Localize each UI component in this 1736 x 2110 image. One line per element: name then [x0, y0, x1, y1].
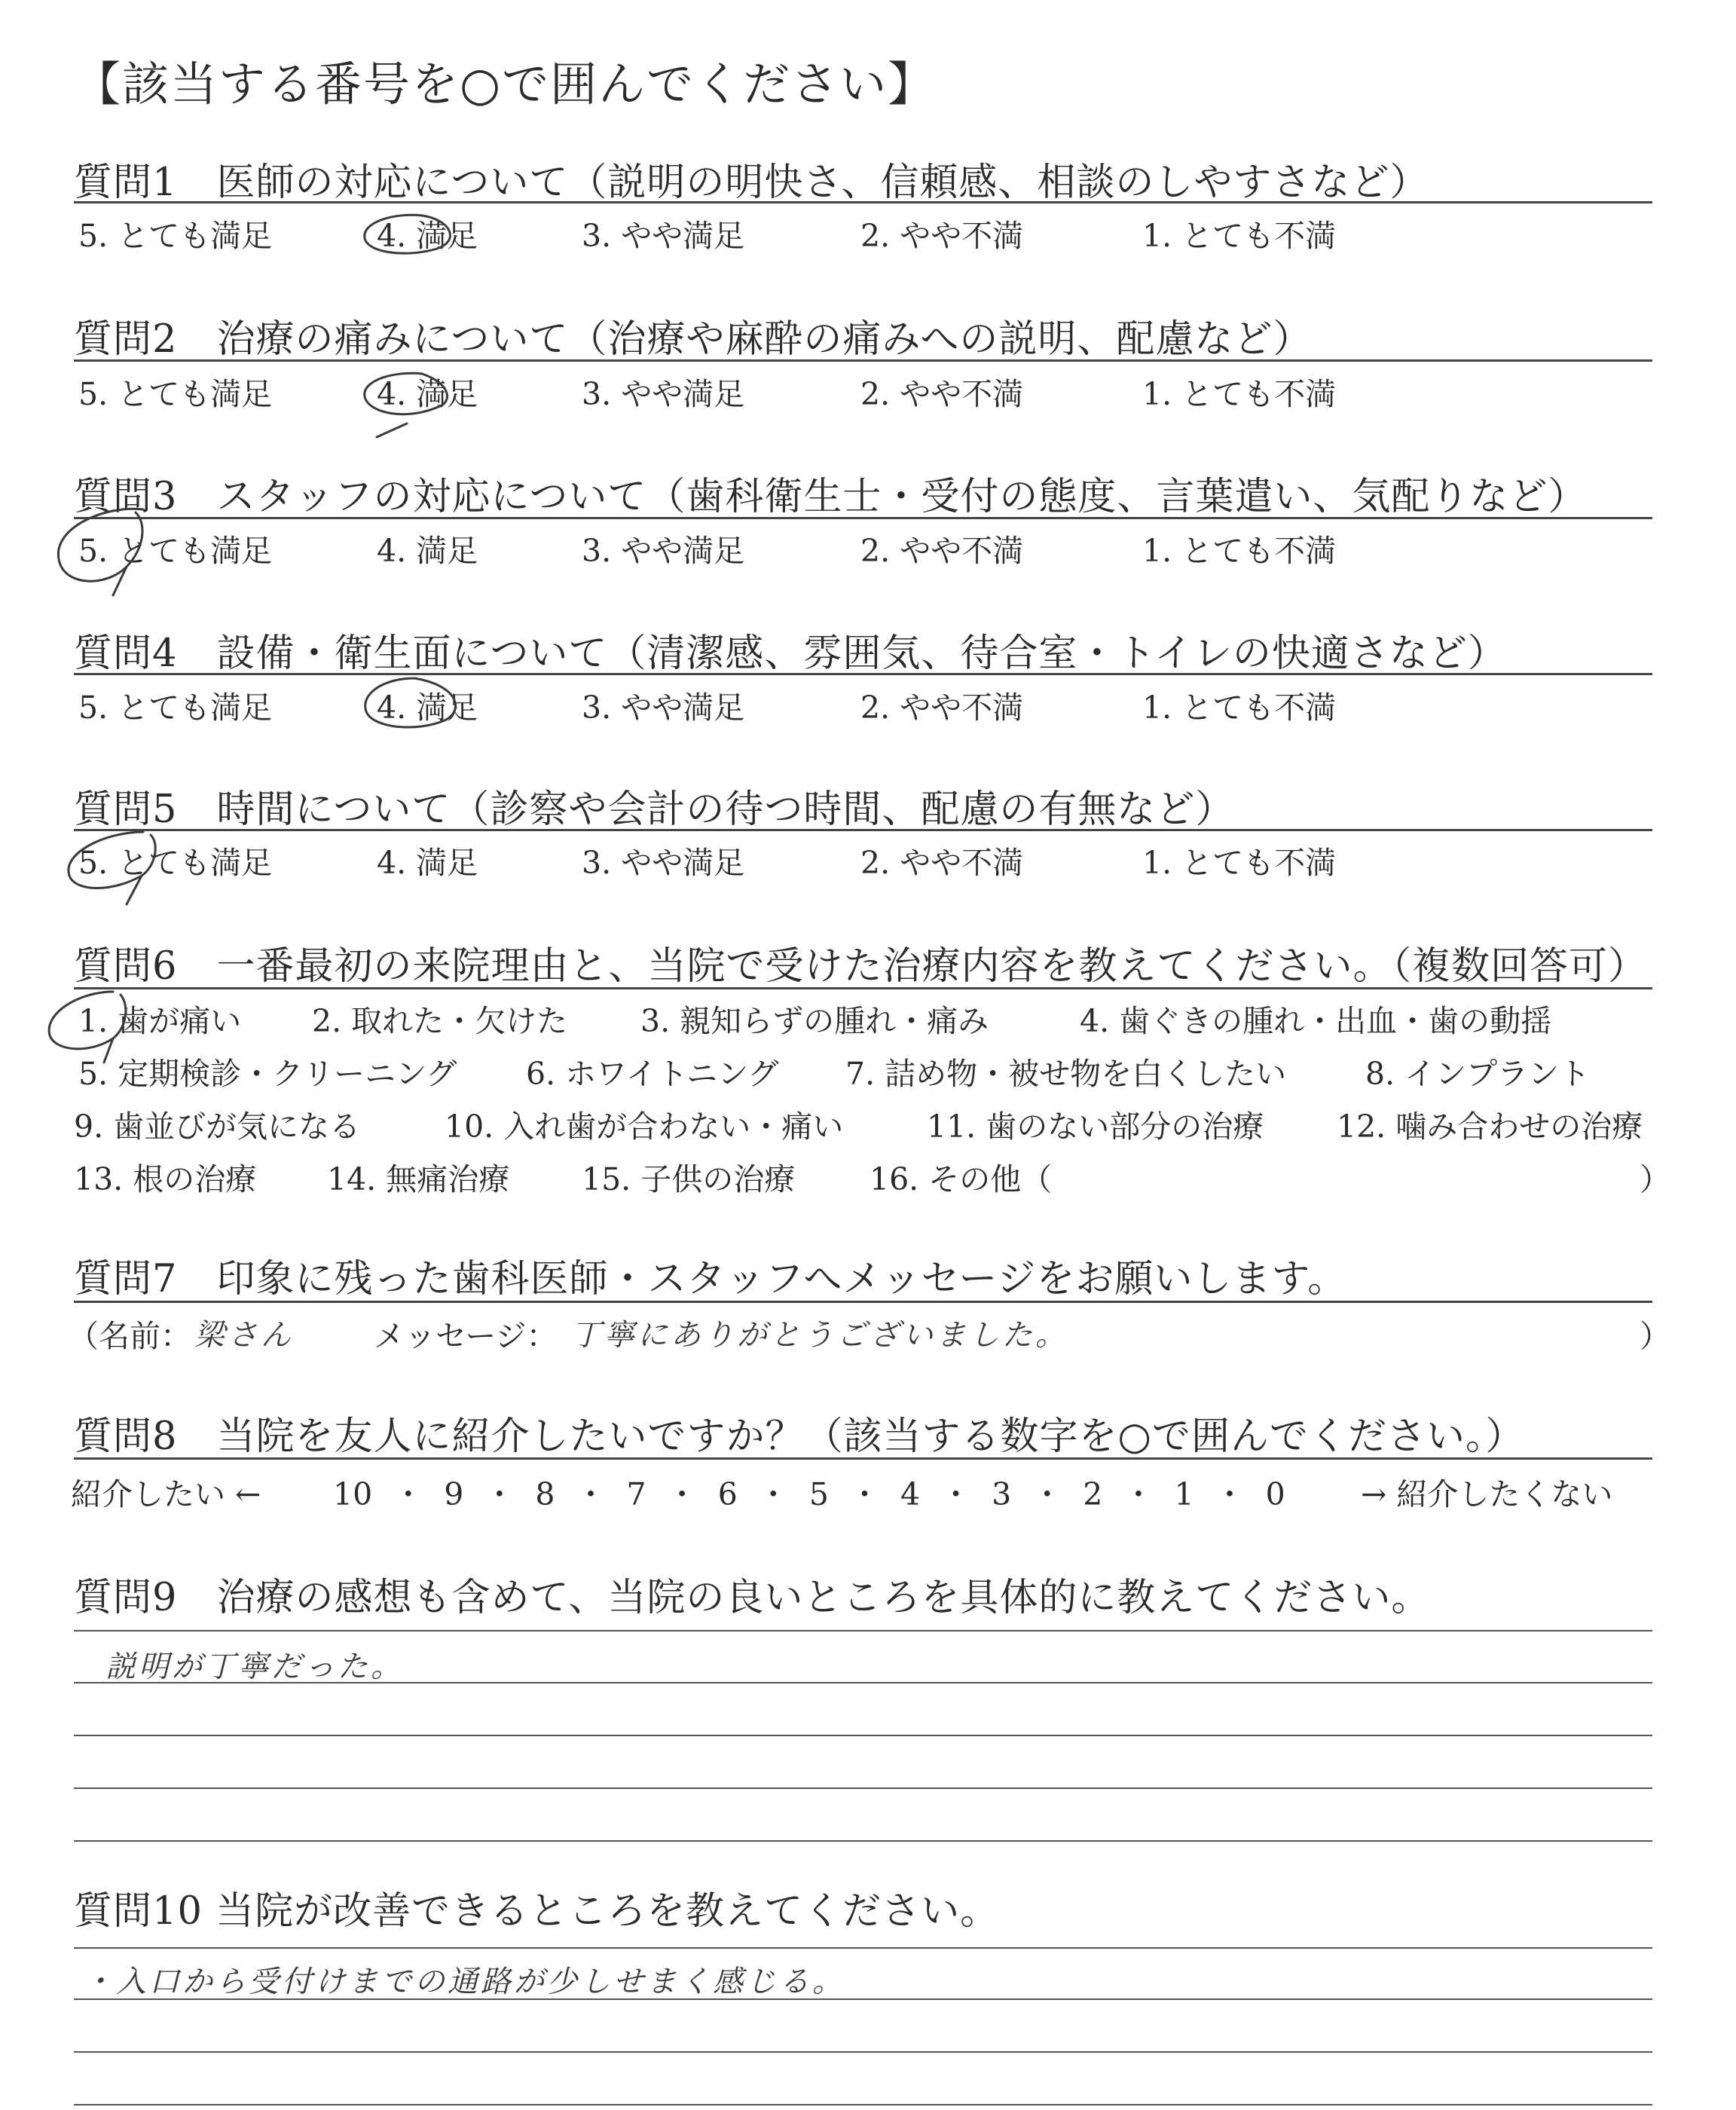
q4-option-2[interactable]: 2. やや不満 — [860, 690, 1024, 726]
question-9-label: 質問9 治療の感想も含めて、当院の良いところを具体的に教えてください。 — [74, 1576, 1431, 1620]
q5-option-5[interactable]: 5. とても満足 — [78, 845, 273, 881]
q6-option-5[interactable]: 5. 定期検診・クリーニング — [78, 1056, 457, 1092]
q6-other-close-paren: ） — [1640, 1161, 1670, 1197]
q6-option-8[interactable]: 8. インプラント — [1365, 1056, 1591, 1092]
q10-answer-line-4 — [74, 2104, 1652, 2105]
q6-option-12[interactable]: 12. 噛み合わせの治療 — [1337, 1109, 1643, 1145]
q3-option-2[interactable]: 2. やや不満 — [860, 533, 1024, 569]
q5-option-4[interactable]: 4. 満足 — [377, 845, 478, 881]
question-7-label: 質問7 印象に残った歯科医師・スタッフへメッセージをお願いします。 — [74, 1257, 1347, 1301]
question-1-label: 質問1 医師の対応について（説明の明快さ、信頼感、相談のしやすさなど） — [74, 161, 1429, 205]
q3-option-5[interactable]: 5. とても満足 — [78, 533, 273, 569]
q3-option-1[interactable]: 1. とても不満 — [1142, 533, 1337, 569]
q9-answer-line-4 — [74, 1787, 1652, 1789]
q2-option-4[interactable]: 4. 満足 — [377, 376, 478, 412]
q7-message-value[interactable]: 丁寧にありがとうございました。 — [571, 1318, 1068, 1353]
q2-option-3[interactable]: 3. やや満足 — [582, 376, 745, 412]
question-5-label: 質問5 時間について（診察や会計の待つ時間、配慮の有無など） — [74, 787, 1235, 832]
question-8-label: 質問8 当院を友人に紹介したいですか？（該当する数字を○で囲んでください。） — [74, 1414, 1525, 1459]
q6-option-9[interactable]: 9. 歯並びが気になる — [74, 1109, 361, 1145]
q10-answer-line-2 — [74, 1998, 1652, 2000]
question-7-rule — [74, 1301, 1652, 1303]
q6-option-2[interactable]: 2. 取れた・欠けた — [312, 1003, 568, 1039]
q1-option-3[interactable]: 3. やや満足 — [582, 218, 745, 254]
q5-option-1[interactable]: 1. とても不満 — [1142, 845, 1337, 881]
q1-option-4[interactable]: 4. 満足 — [377, 218, 478, 254]
q6-option-14[interactable]: 14. 無痛治療 — [327, 1161, 510, 1197]
q6-option-3[interactable]: 3. 親知らずの腫れ・痛み — [640, 1003, 989, 1039]
q7-close-paren: ） — [1640, 1318, 1670, 1354]
question-8-rule — [74, 1457, 1652, 1460]
q1-option-5[interactable]: 5. とても満足 — [78, 218, 273, 254]
question-10-label: 質問10 当院が改善できるところを教えてください。 — [74, 1889, 1000, 1934]
q8-scale-left-label: 紹介したい ← — [71, 1476, 261, 1512]
question-4-rule — [74, 673, 1652, 675]
q5-option-2[interactable]: 2. やや不満 — [860, 845, 1024, 881]
q9-answer-line-5 — [74, 1840, 1652, 1842]
q9-answer-line-2 — [74, 1682, 1652, 1683]
q10-answer-line-1 — [74, 1947, 1652, 1949]
q7-message-label: メッセージ： — [374, 1318, 558, 1354]
q8-scale[interactable]: 10 ・ 9 ・ 8 ・ 7 ・ 6 ・ 5 ・ 4 ・ 3 ・ 2 ・ 1 ・ 0 — [333, 1476, 1285, 1512]
question-2-rule — [74, 359, 1652, 362]
q4-option-5[interactable]: 5. とても満足 — [78, 690, 273, 726]
q6-option-13[interactable]: 13. 根の治療 — [74, 1161, 257, 1197]
q3-option-4[interactable]: 4. 満足 — [377, 533, 478, 569]
q7-name-value[interactable]: 梁さん — [194, 1318, 294, 1353]
q2-option-5[interactable]: 5. とても満足 — [78, 376, 273, 412]
question-3-rule — [74, 517, 1652, 519]
question-4-label: 質問4 設備・衛生面について（清潔感、雰囲気、待合室・トイレの快適さなど） — [74, 631, 1507, 676]
q6-option-11[interactable]: 11. 歯のない部分の治療 — [927, 1109, 1264, 1145]
q10-answer-line-3 — [74, 2051, 1652, 2053]
q6-option-7[interactable]: 7. 詰め物・被せ物を白くしたい — [845, 1056, 1287, 1092]
q1-option-2[interactable]: 2. やや不満 — [860, 218, 1024, 254]
q6-option-4[interactable]: 4. 歯ぐきの腫れ・出血・歯の動揺 — [1080, 1003, 1552, 1039]
form-title: 【該当する番号を○で囲んでください】 — [74, 57, 937, 112]
q8-scale-right-label: → 紹介したくない — [1361, 1476, 1613, 1512]
question-5-rule — [74, 829, 1652, 831]
q1-option-1[interactable]: 1. とても不満 — [1142, 218, 1337, 254]
q6-option-16[interactable]: 16. その他（ — [870, 1161, 1053, 1197]
q4-option-1[interactable]: 1. とても不満 — [1142, 690, 1337, 726]
q5-option-3[interactable]: 3. やや満足 — [582, 845, 745, 881]
question-3-label: 質問3 スタッフの対応について（歯科衛生士・受付の態度、言葉遣い、気配りなど） — [74, 475, 1588, 519]
q7-name-label: （名前： — [68, 1318, 191, 1354]
question-1-rule — [74, 201, 1652, 203]
q2-option-1[interactable]: 1. とても不満 — [1142, 376, 1337, 412]
q9-answer-text[interactable]: 説明が丁寧だった。 — [105, 1650, 404, 1684]
q9-answer-line-1 — [74, 1630, 1652, 1631]
question-6-rule — [74, 987, 1652, 989]
q6-option-1[interactable]: 1. 歯が痛い — [78, 1003, 242, 1039]
q9-answer-line-3 — [74, 1735, 1652, 1736]
q10-answer-text[interactable]: ・入口から受付けまでの通路が少しせまく感じる。 — [83, 1965, 845, 1999]
q6-option-6[interactable]: 6. ホワイトニング — [526, 1056, 779, 1092]
q6-option-10[interactable]: 10. 入れ歯が合わない・痛い — [445, 1109, 844, 1145]
question-2-label: 質問2 治療の痛みについて（治療や麻酔の痛みへの説明、配慮など） — [74, 317, 1313, 362]
q6-option-15[interactable]: 15. 子供の治療 — [582, 1161, 796, 1197]
q3-option-3[interactable]: 3. やや満足 — [582, 533, 745, 569]
q4-option-4[interactable]: 4. 満足 — [377, 690, 478, 726]
question-6-label: 質問6 一番最初の来院理由と、当院で受けた治療内容を教えてください。（複数回答可） — [74, 944, 1647, 989]
q4-option-3[interactable]: 3. やや満足 — [582, 690, 745, 726]
q2-option-2[interactable]: 2. やや不満 — [860, 376, 1024, 412]
